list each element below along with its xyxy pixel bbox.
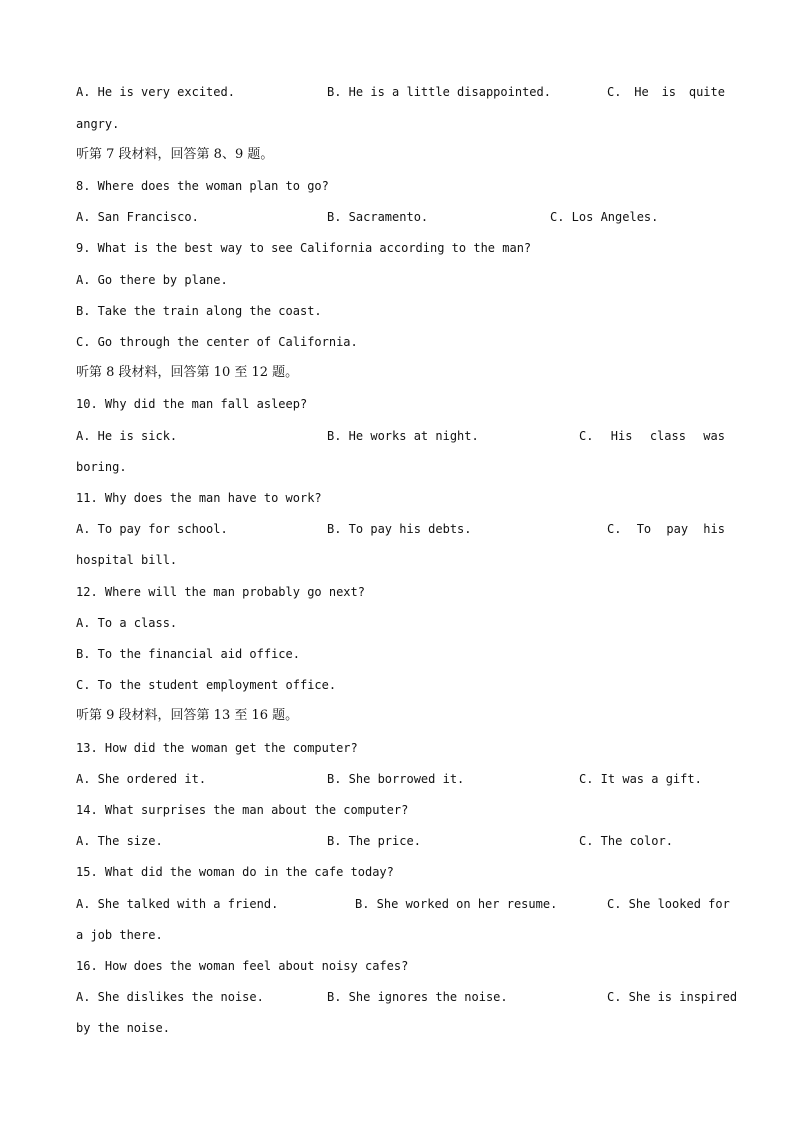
q15-stem: 15. What did the woman do in the cafe today?: [76, 865, 394, 879]
q15-option-c-continued: a job there.: [76, 928, 163, 942]
q11-option-c: [607, 521, 725, 537]
q12-option-a: A. To a class.: [76, 616, 178, 630]
q10-option-c-word: His: [610, 429, 633, 443]
q10-option-c-continued: boring.: [76, 460, 127, 474]
q14-options-row: [76, 833, 726, 849]
q14-option-a: A. The size.: [76, 834, 163, 848]
q15-options-row: [76, 896, 730, 912]
q10-option-c-word: class: [649, 429, 686, 443]
q16-option-c-continued: by the noise.: [76, 1021, 170, 1035]
q9-option-c: C. Go through the center of California.: [76, 335, 358, 349]
q7-option-c-word: is: [661, 85, 677, 99]
q10-option-c-word: was: [703, 429, 725, 443]
q7-option-b: B. He is a little disappointed.: [327, 85, 551, 99]
q13-option-b: B. She borrowed it.: [327, 772, 465, 786]
q11-option-c-word: To: [636, 522, 652, 536]
q10-option-a: A. He is sick.: [76, 429, 178, 443]
q7-option-c-word: quite: [688, 85, 725, 99]
q15-option-b: B. She worked on her resume.: [355, 897, 558, 911]
q7-options-row: [76, 84, 726, 100]
q16-option-c: C. She is inspired: [607, 990, 738, 1004]
q11-options-row: [76, 521, 726, 537]
q15-option-a: A. She talked with a friend.: [76, 897, 279, 911]
q11-option-c-word: pay: [666, 522, 689, 536]
q10-option-b: B. He works at night.: [327, 429, 479, 443]
q11-option-a: A. To pay for school.: [76, 522, 228, 536]
q9-stem: 9. What is the best way to see California according to the man?: [76, 241, 532, 255]
q11-option-c-word: his: [703, 522, 725, 536]
q16-stem: 16. How does the woman feel about noisy cafes?: [76, 959, 409, 973]
q11-option-c-word: C.: [607, 522, 622, 536]
q10-option-c-word: C.: [579, 429, 594, 443]
section-heading-8: 听第 8 段材料，回答第 10 至 12 题。: [76, 365, 299, 380]
q7-option-c: [607, 84, 725, 100]
section-heading-7: 听第 7 段材料，回答第 8、9 题。: [76, 147, 274, 162]
q10-options-row: [76, 428, 726, 444]
q12-option-b: B. To the financial aid office.: [76, 647, 300, 661]
section-heading-9: 听第 9 段材料，回答第 13 至 16 题。: [76, 708, 299, 723]
q7-option-c-word: C.: [607, 85, 622, 99]
q14-option-c: C. The color.: [579, 834, 673, 848]
q12-stem: 12. Where will the man probably go next?: [76, 585, 365, 599]
q16-options-row: [76, 989, 738, 1005]
q13-option-a: A. She ordered it.: [76, 772, 207, 786]
q15-option-c: C. She looked for: [607, 897, 730, 911]
q11-option-c-continued: hospital bill.: [76, 553, 178, 567]
q11-stem: 11. Why does the man have to work?: [76, 491, 322, 505]
q7-option-a: A. He is very excited.: [76, 85, 235, 99]
q14-option-b: B. The price.: [327, 834, 421, 848]
q7-option-c-continued: angry.: [76, 117, 120, 131]
q8-stem: 8. Where does the woman plan to go?: [76, 179, 329, 193]
q7-option-c-word: He: [634, 85, 649, 99]
q9-option-a: A. Go there by plane.: [76, 273, 228, 287]
q12-option-c: C. To the student employment office.: [76, 678, 337, 692]
q8-option-b: B. Sacramento.: [327, 210, 429, 224]
q11-option-b: B. To pay his debts.: [327, 522, 472, 536]
q8-option-c: C. Los Angeles.: [550, 210, 659, 224]
q13-option-c: C. It was a gift.: [579, 772, 702, 786]
q14-stem: 14. What surprises the man about the computer?: [76, 803, 409, 817]
q8-options-row: [76, 209, 726, 225]
q16-option-a: A. She dislikes the noise.: [76, 990, 264, 1004]
q16-option-b: B. She ignores the noise.: [327, 990, 508, 1004]
q10-option-c: [579, 428, 725, 444]
q13-options-row: [76, 771, 726, 787]
q9-option-b: B. Take the train along the coast.: [76, 304, 322, 318]
q13-stem: 13. How did the woman get the computer?: [76, 741, 358, 755]
q8-option-a: A. San Francisco.: [76, 210, 199, 224]
q10-stem: 10. Why did the man fall asleep?: [76, 397, 308, 411]
